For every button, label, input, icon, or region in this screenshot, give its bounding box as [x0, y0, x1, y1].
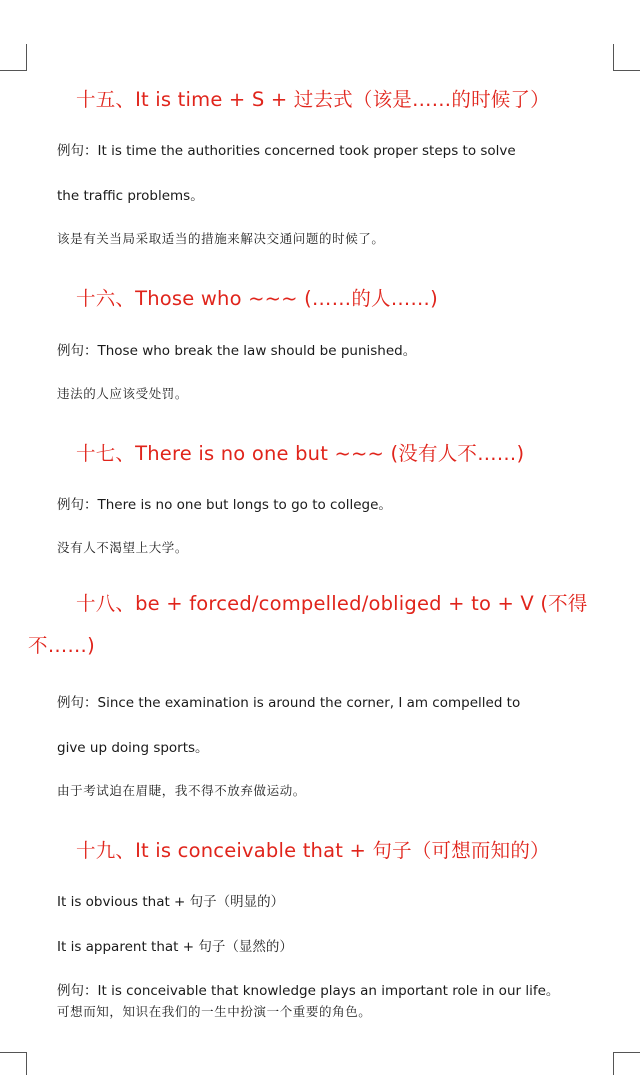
section-heading-15: 十五、It is time + S + 过去式（该是……的时候了）	[76, 88, 550, 111]
section-heading-16: 十六、Those who ~~~ (……的人……)	[76, 287, 438, 310]
section-heading-19: 十九、It is conceivable that + 句子（可想而知的）	[76, 839, 550, 862]
crop-mark-top-right	[613, 44, 640, 71]
example-en-line-16: 例句：Those who break the law should be punished。	[57, 343, 417, 359]
example-en-line-15b: the traffic problems。	[57, 188, 204, 204]
example-en-line-18b: give up doing sports。	[57, 740, 209, 756]
example-en-line-18a: 例句：Since the examination is around the corner, I am compelled to	[57, 695, 521, 711]
section-heading-18: 十八、be + forced/compelled/obliged + to + V (不得不……)	[28, 592, 588, 657]
example-en-line-15a: 例句：It is time the authorities concerned took proper steps to solve	[57, 143, 516, 159]
variant-line-19a: It is obvious that + 句子（明显的）	[57, 894, 285, 910]
example-cn-line-15: 该是有关当局采取适当的措施来解决交通问题的时候了。	[57, 231, 385, 246]
example-cn-line-16: 违法的人应该受处罚。	[57, 386, 189, 401]
example-en-line-17: 例句：There is no one but longs to go to college。	[57, 497, 392, 513]
section-heading-17: 十七、There is no one but ~~~ (没有人不……)	[76, 442, 525, 465]
example-cn-line-19: 可想而知，知识在我们的一生中扮演一个重要的角色。	[57, 1004, 372, 1019]
variant-line-19b: It is apparent that + 句子（显然的）	[57, 939, 293, 955]
crop-mark-bottom-right	[613, 1052, 640, 1075]
example-en-line-19: 例句：It is conceivable that knowledge plays an important role in our life。	[57, 983, 560, 999]
crop-mark-top-left	[0, 44, 27, 71]
example-cn-line-17: 没有人不渴望上大学。	[57, 540, 189, 555]
crop-mark-bottom-left	[0, 1052, 27, 1075]
example-cn-line-18: 由于考试迫在眉睫，我不得不放弃做运动。	[57, 783, 306, 798]
